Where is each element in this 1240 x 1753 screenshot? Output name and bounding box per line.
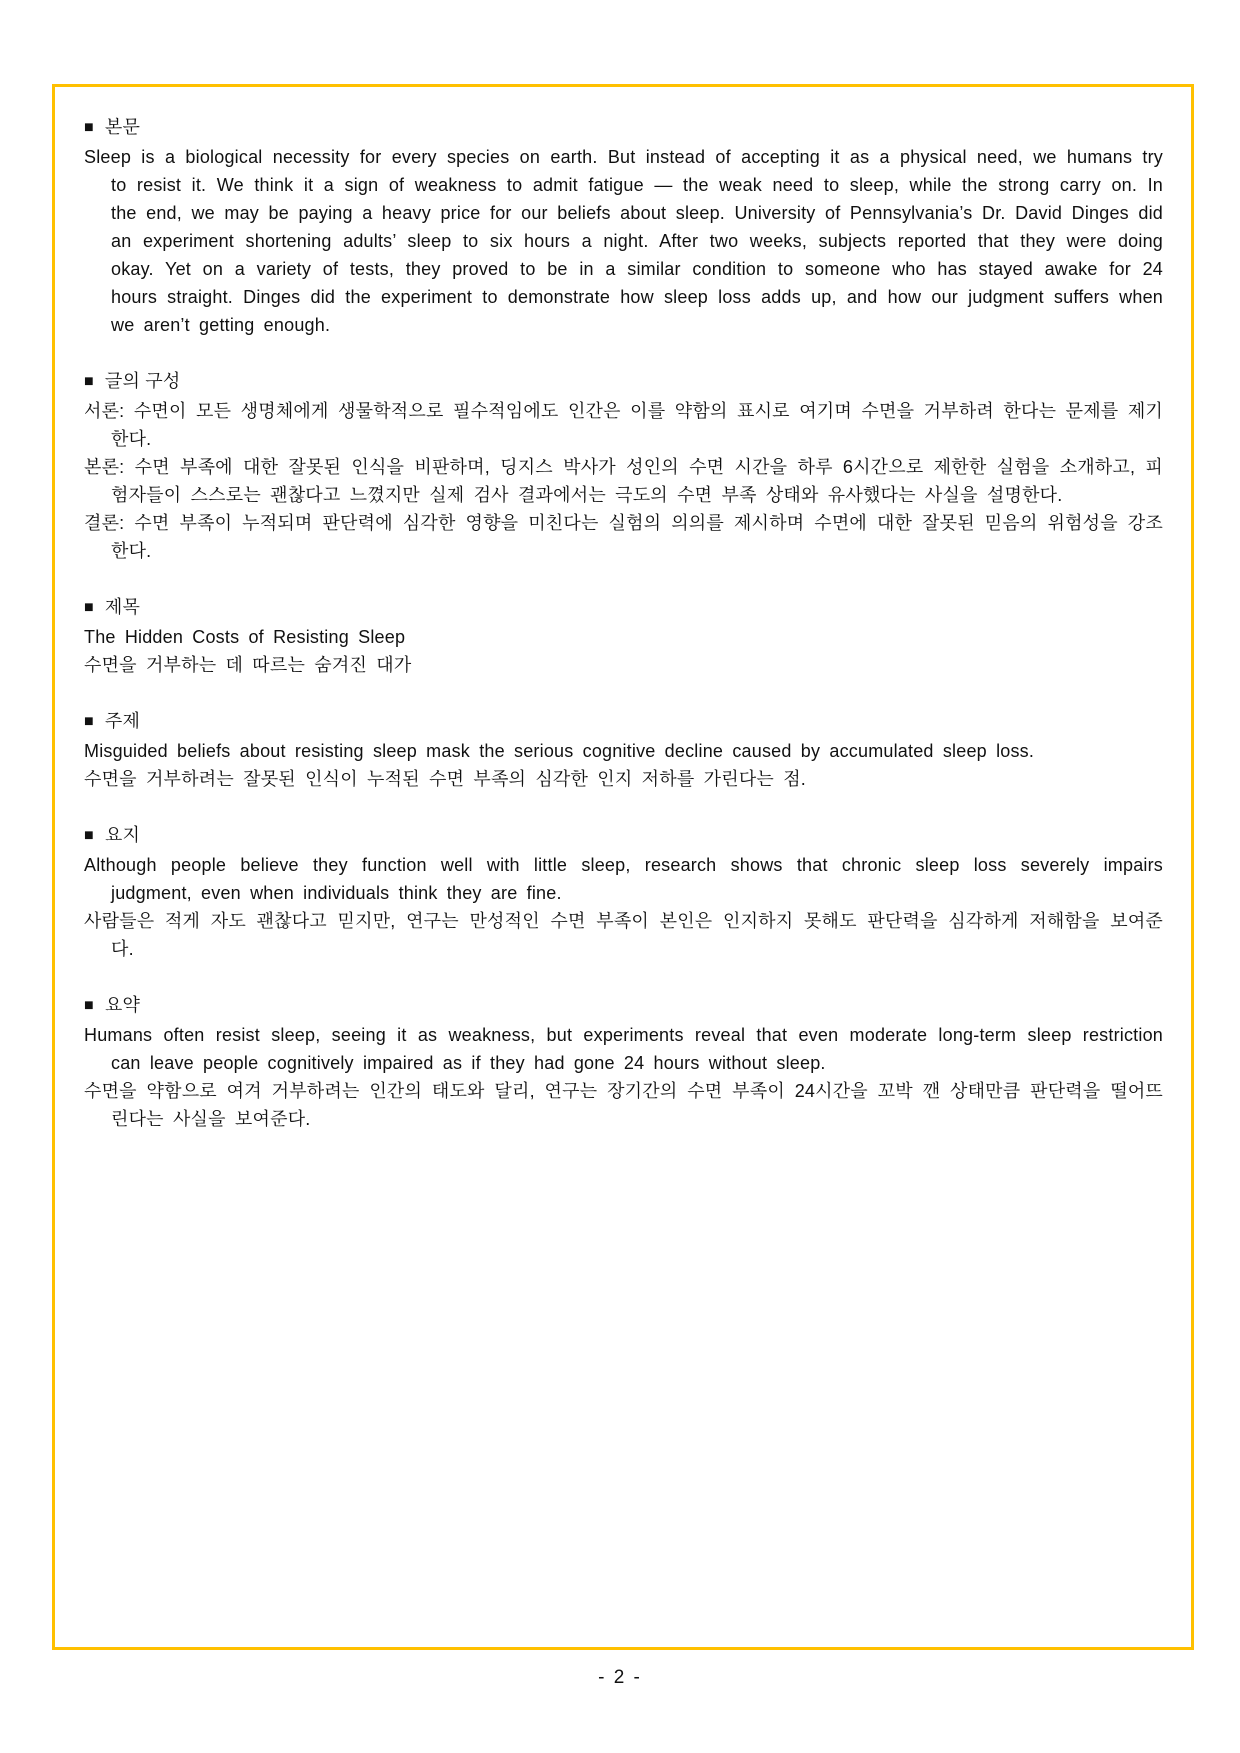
page-number: - 2 - [598, 1667, 642, 1688]
passage-text: Sleep is a biological necessity for every species on earth. But instead of accepting it as a physical need, we humans try to resist it. We think it a sign of weakness to admit fatigue — the weak need to sleep, while the strong carry on. In the end, we may be paying a heavy price for our beliefs about sleep. University of Pennsylvania’s Dr. David Dinges did an experiment shortening adults’ sleep to six hours a night. After two weeks, subjects reported that they were doing okay. Yet on a variety of tests, they proved to be in a similar condition to someone who has stayed awake for 24 hours straight. Dinges did the experiment to demonstrate how sleep loss adds up, and how our judgment suffers when we aren’t getting enough. [84, 147, 1163, 335]
content-border-box [52, 84, 1194, 1650]
theme-korean: 수면을 거부하려는 잘못된 인식이 누적된 수면 부족의 심각한 인지 저하를 가린다는 점. [84, 769, 806, 789]
section-heading [84, 991, 1163, 1021]
structure-body-text: 본론: 수면 부족에 대한 잘못된 인식을 비판하며, 딩지스 박사가 성인의 수면 시간을 하루 6시간으로 제한한 실험을 소개하고, 피험자들이 스스로는 괜찮다고 느꼈지만 실제 검사 결과에서는 극도의 수면 부족 상태와 유사했다는 사실을 설명한다. [84, 457, 1163, 505]
section-title [84, 593, 1163, 679]
title-english: The Hidden Costs of Resisting Sleep [84, 627, 406, 647]
section-summary [84, 991, 1163, 1133]
section-marker-icon: ■ [84, 599, 94, 616]
section-heading-label: 글의 구성 [104, 371, 181, 391]
section-heading [84, 367, 1163, 397]
section-heading-label: 본문 [104, 117, 141, 137]
section-heading [84, 593, 1163, 623]
structure-conclusion-text: 결론: 수면 부족이 누적되며 판단력에 심각한 영향을 미친다는 실험의 의의를 제시하며 수면에 대한 잘못된 믿음의 위험성을 강조한다. [84, 513, 1163, 561]
section-structure [84, 367, 1163, 565]
summary-korean: 수면을 약함으로 여겨 거부하려는 인간의 태도와 달리, 연구는 장기간의 수면 부족이 24시간을 꼬박 깬 상태만큼 판단력을 떨어뜨린다는 사실을 보여준다. [84, 1081, 1163, 1129]
section-heading [84, 707, 1163, 737]
section-heading [84, 821, 1163, 851]
section-marker-icon: ■ [84, 373, 94, 390]
structure-intro-text: 서론: 수면이 모든 생명체에게 생물학적으로 필수적임에도 인간은 이를 약함의 표시로 여기며 수면을 거부하려 한다는 문제를 제기한다. [84, 401, 1163, 449]
section-gist [84, 821, 1163, 963]
section-marker-icon: ■ [84, 997, 94, 1014]
section-marker-icon: ■ [84, 713, 94, 730]
gist-english: Although people believe they function well with little sleep, research shows that chronic sleep loss severely impairs judgment, even when individuals think they are fine. [84, 855, 1163, 903]
summary-english: Humans often resist sleep, seeing it as weakness, but experiments reveal that even moderate long-term sleep restriction can leave people cognitively impaired as if they had gone 24 hours without sleep. [84, 1025, 1163, 1073]
section-marker-icon: ■ [84, 119, 94, 136]
title-korean: 수면을 거부하는 데 따르는 숨겨진 대가 [84, 655, 412, 675]
section-heading-label: 주제 [104, 711, 141, 731]
section-heading-label: 요지 [104, 825, 141, 845]
section-marker-icon: ■ [84, 827, 94, 844]
section-theme [84, 707, 1163, 793]
section-passage [84, 113, 1163, 339]
section-heading-label: 요약 [104, 995, 141, 1015]
theme-english: Misguided beliefs about resisting sleep mask the serious cognitive decline caused by accumulated sleep loss. [84, 741, 1035, 761]
gist-korean: 사람들은 적게 자도 괜찮다고 믿지만, 연구는 만성적인 수면 부족이 본인은 인지하지 못해도 판단력을 심각하게 저해함을 보여준다. [84, 911, 1163, 959]
section-heading [84, 113, 1163, 143]
section-heading-label: 제목 [104, 597, 141, 617]
